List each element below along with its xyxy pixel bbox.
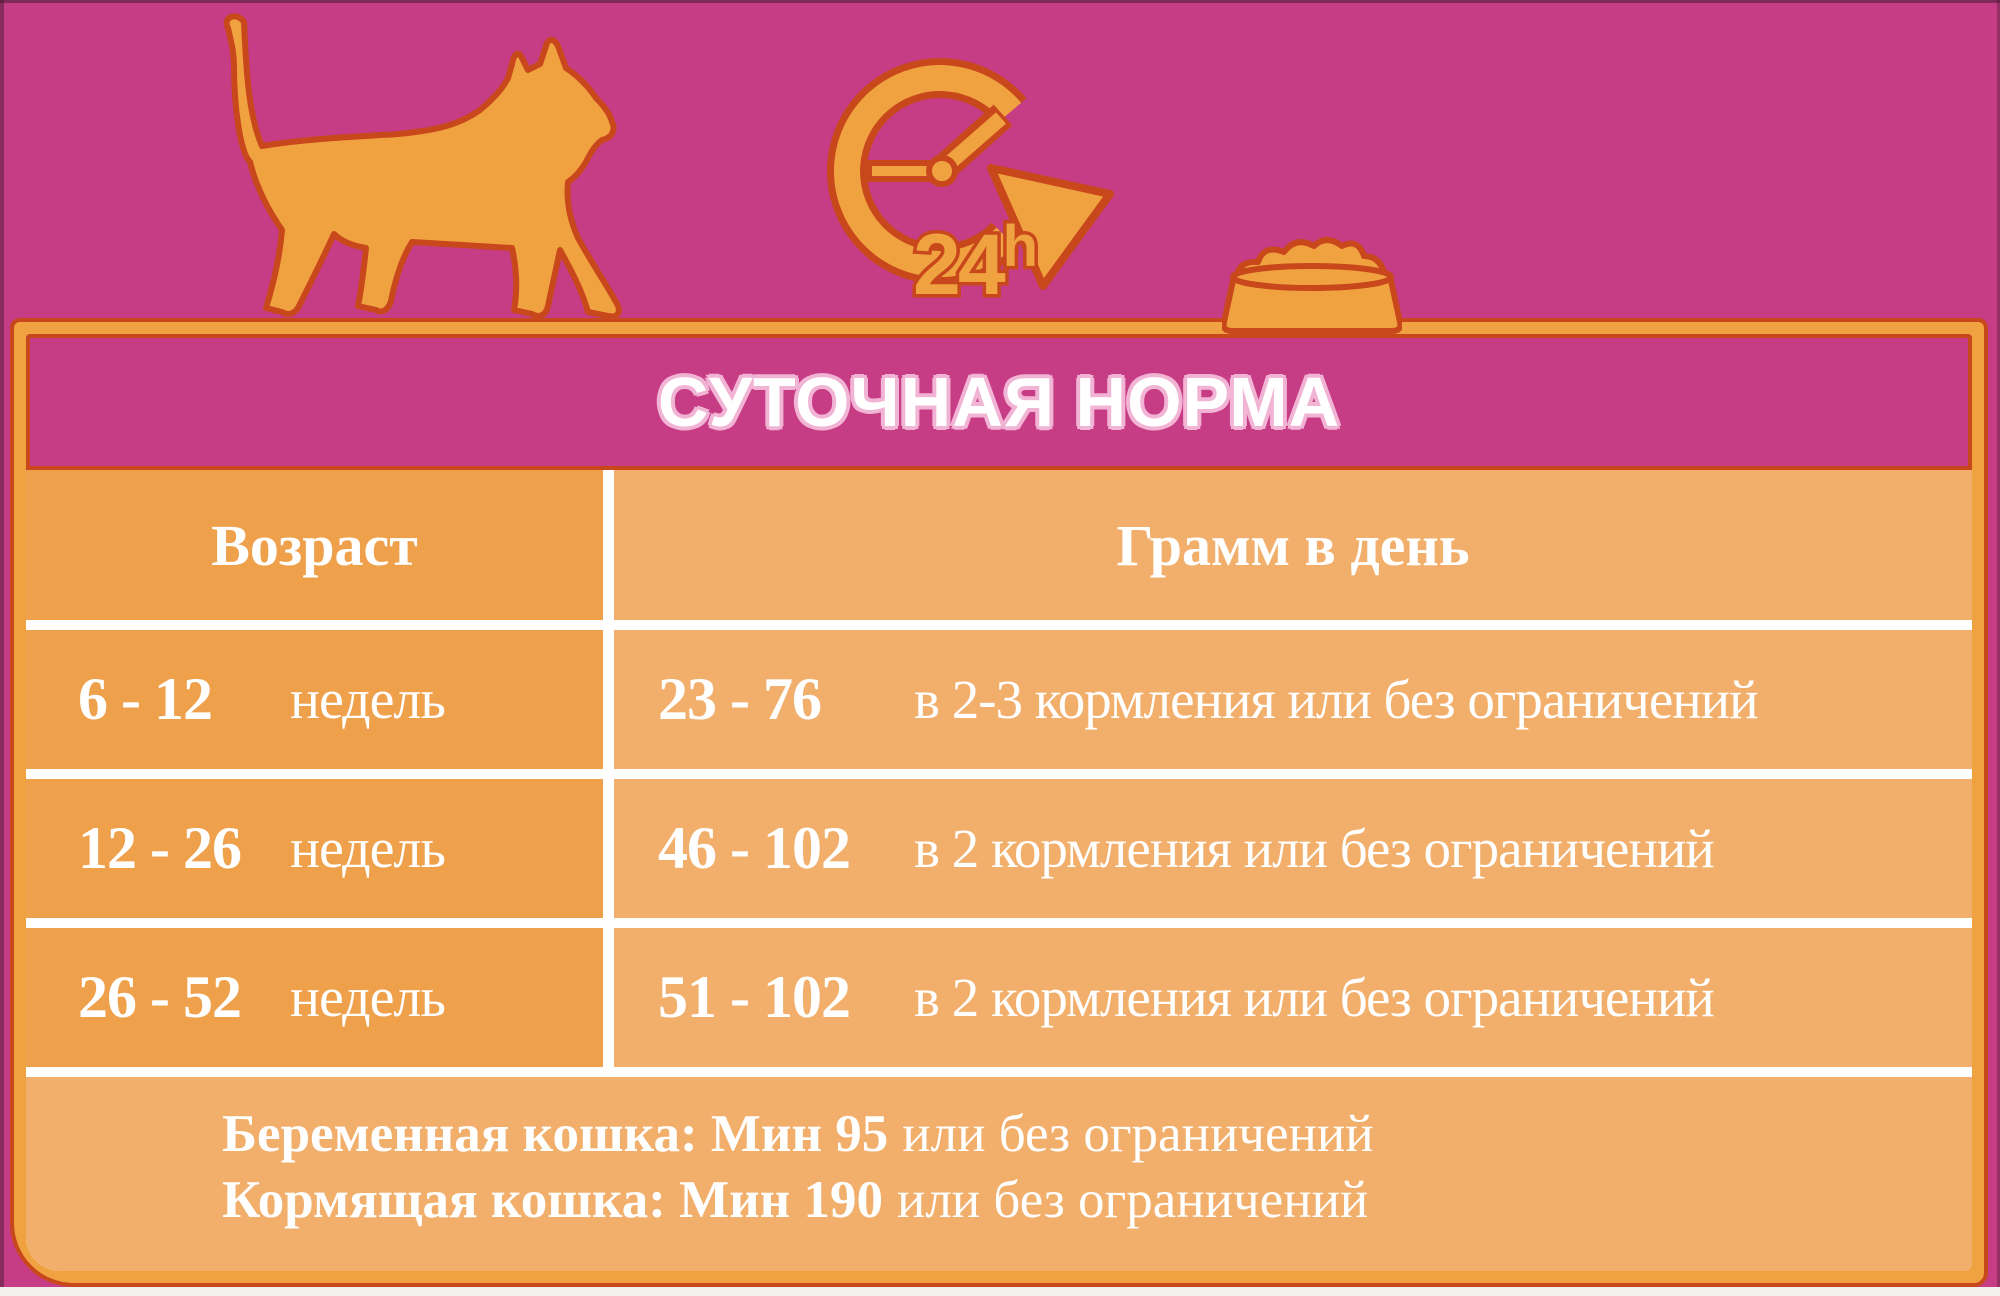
- table-row: [26, 630, 1972, 769]
- grams-header-cell: [614, 470, 1972, 620]
- table-row: [26, 779, 1972, 918]
- feeding-note: в 2 кормления или без ограничений: [914, 818, 1714, 879]
- feeding-note: в 2-3 кормления или без ограничений: [914, 669, 1758, 730]
- row-divider: [26, 620, 1972, 630]
- panel-content: [26, 334, 1972, 1271]
- grams-range: 51 - 102: [658, 964, 850, 1030]
- row-divider: [26, 769, 1972, 779]
- grams-cell: [614, 630, 1972, 769]
- age-range: 26 - 52: [78, 964, 241, 1030]
- table-header-row: [26, 470, 1972, 620]
- pregnant-cat-rest: или без ограничений: [902, 1105, 1374, 1163]
- image-edge-left: [0, 0, 4, 1296]
- age-unit: недель: [290, 668, 445, 731]
- age-cell: [26, 928, 603, 1067]
- age-cell: [26, 779, 603, 918]
- grams-column-header: Грамм в день: [1116, 512, 1470, 578]
- panel-title: СУТОЧНАЯ НОРМА: [657, 363, 1341, 441]
- age-unit: недель: [290, 966, 445, 1029]
- column-divider: [603, 630, 614, 769]
- column-divider: [603, 928, 614, 1067]
- grams-range: 46 - 102: [658, 815, 850, 881]
- image-edge-top: [0, 0, 2000, 3]
- clock-24h-icon: [795, 46, 1125, 306]
- pregnant-cat-amount: Беременная кошка: Мин 95: [222, 1105, 889, 1163]
- table-row: [26, 928, 1972, 1067]
- age-unit: недель: [290, 817, 445, 880]
- grams-cell: [614, 928, 1972, 1067]
- daily-ration-panel: [10, 318, 1988, 1287]
- row-divider: [26, 1067, 1972, 1077]
- grams-cell: [614, 779, 1972, 918]
- age-range: 12 - 26: [78, 815, 241, 881]
- feeding-note: в 2 кормления или без ограничений: [914, 967, 1714, 1028]
- age-range: 6 - 12: [78, 666, 212, 732]
- title-band: [26, 334, 1972, 470]
- grams-range: 23 - 76: [658, 666, 821, 732]
- cat-silhouette-icon: [150, 6, 630, 326]
- image-edge-bottom: [0, 1287, 2000, 1296]
- nursing-cat-rest: или без ограничений: [896, 1171, 1369, 1229]
- food-bowl-icon: [1222, 230, 1402, 336]
- column-divider: [603, 779, 614, 918]
- nursing-cat-note: [222, 1167, 1942, 1233]
- age-header-cell: [26, 470, 603, 620]
- row-divider: [26, 918, 1972, 928]
- age-cell: [26, 630, 603, 769]
- age-column-header: Возраст: [211, 512, 418, 578]
- clock-24h-label: 24$^h$: [913, 214, 1036, 306]
- column-divider: [603, 470, 614, 620]
- special-cases-footer: [26, 1077, 1972, 1271]
- nursing-cat-amount: Кормящая кошка: Мин 190: [222, 1171, 883, 1229]
- pregnant-cat-note: [222, 1101, 1942, 1167]
